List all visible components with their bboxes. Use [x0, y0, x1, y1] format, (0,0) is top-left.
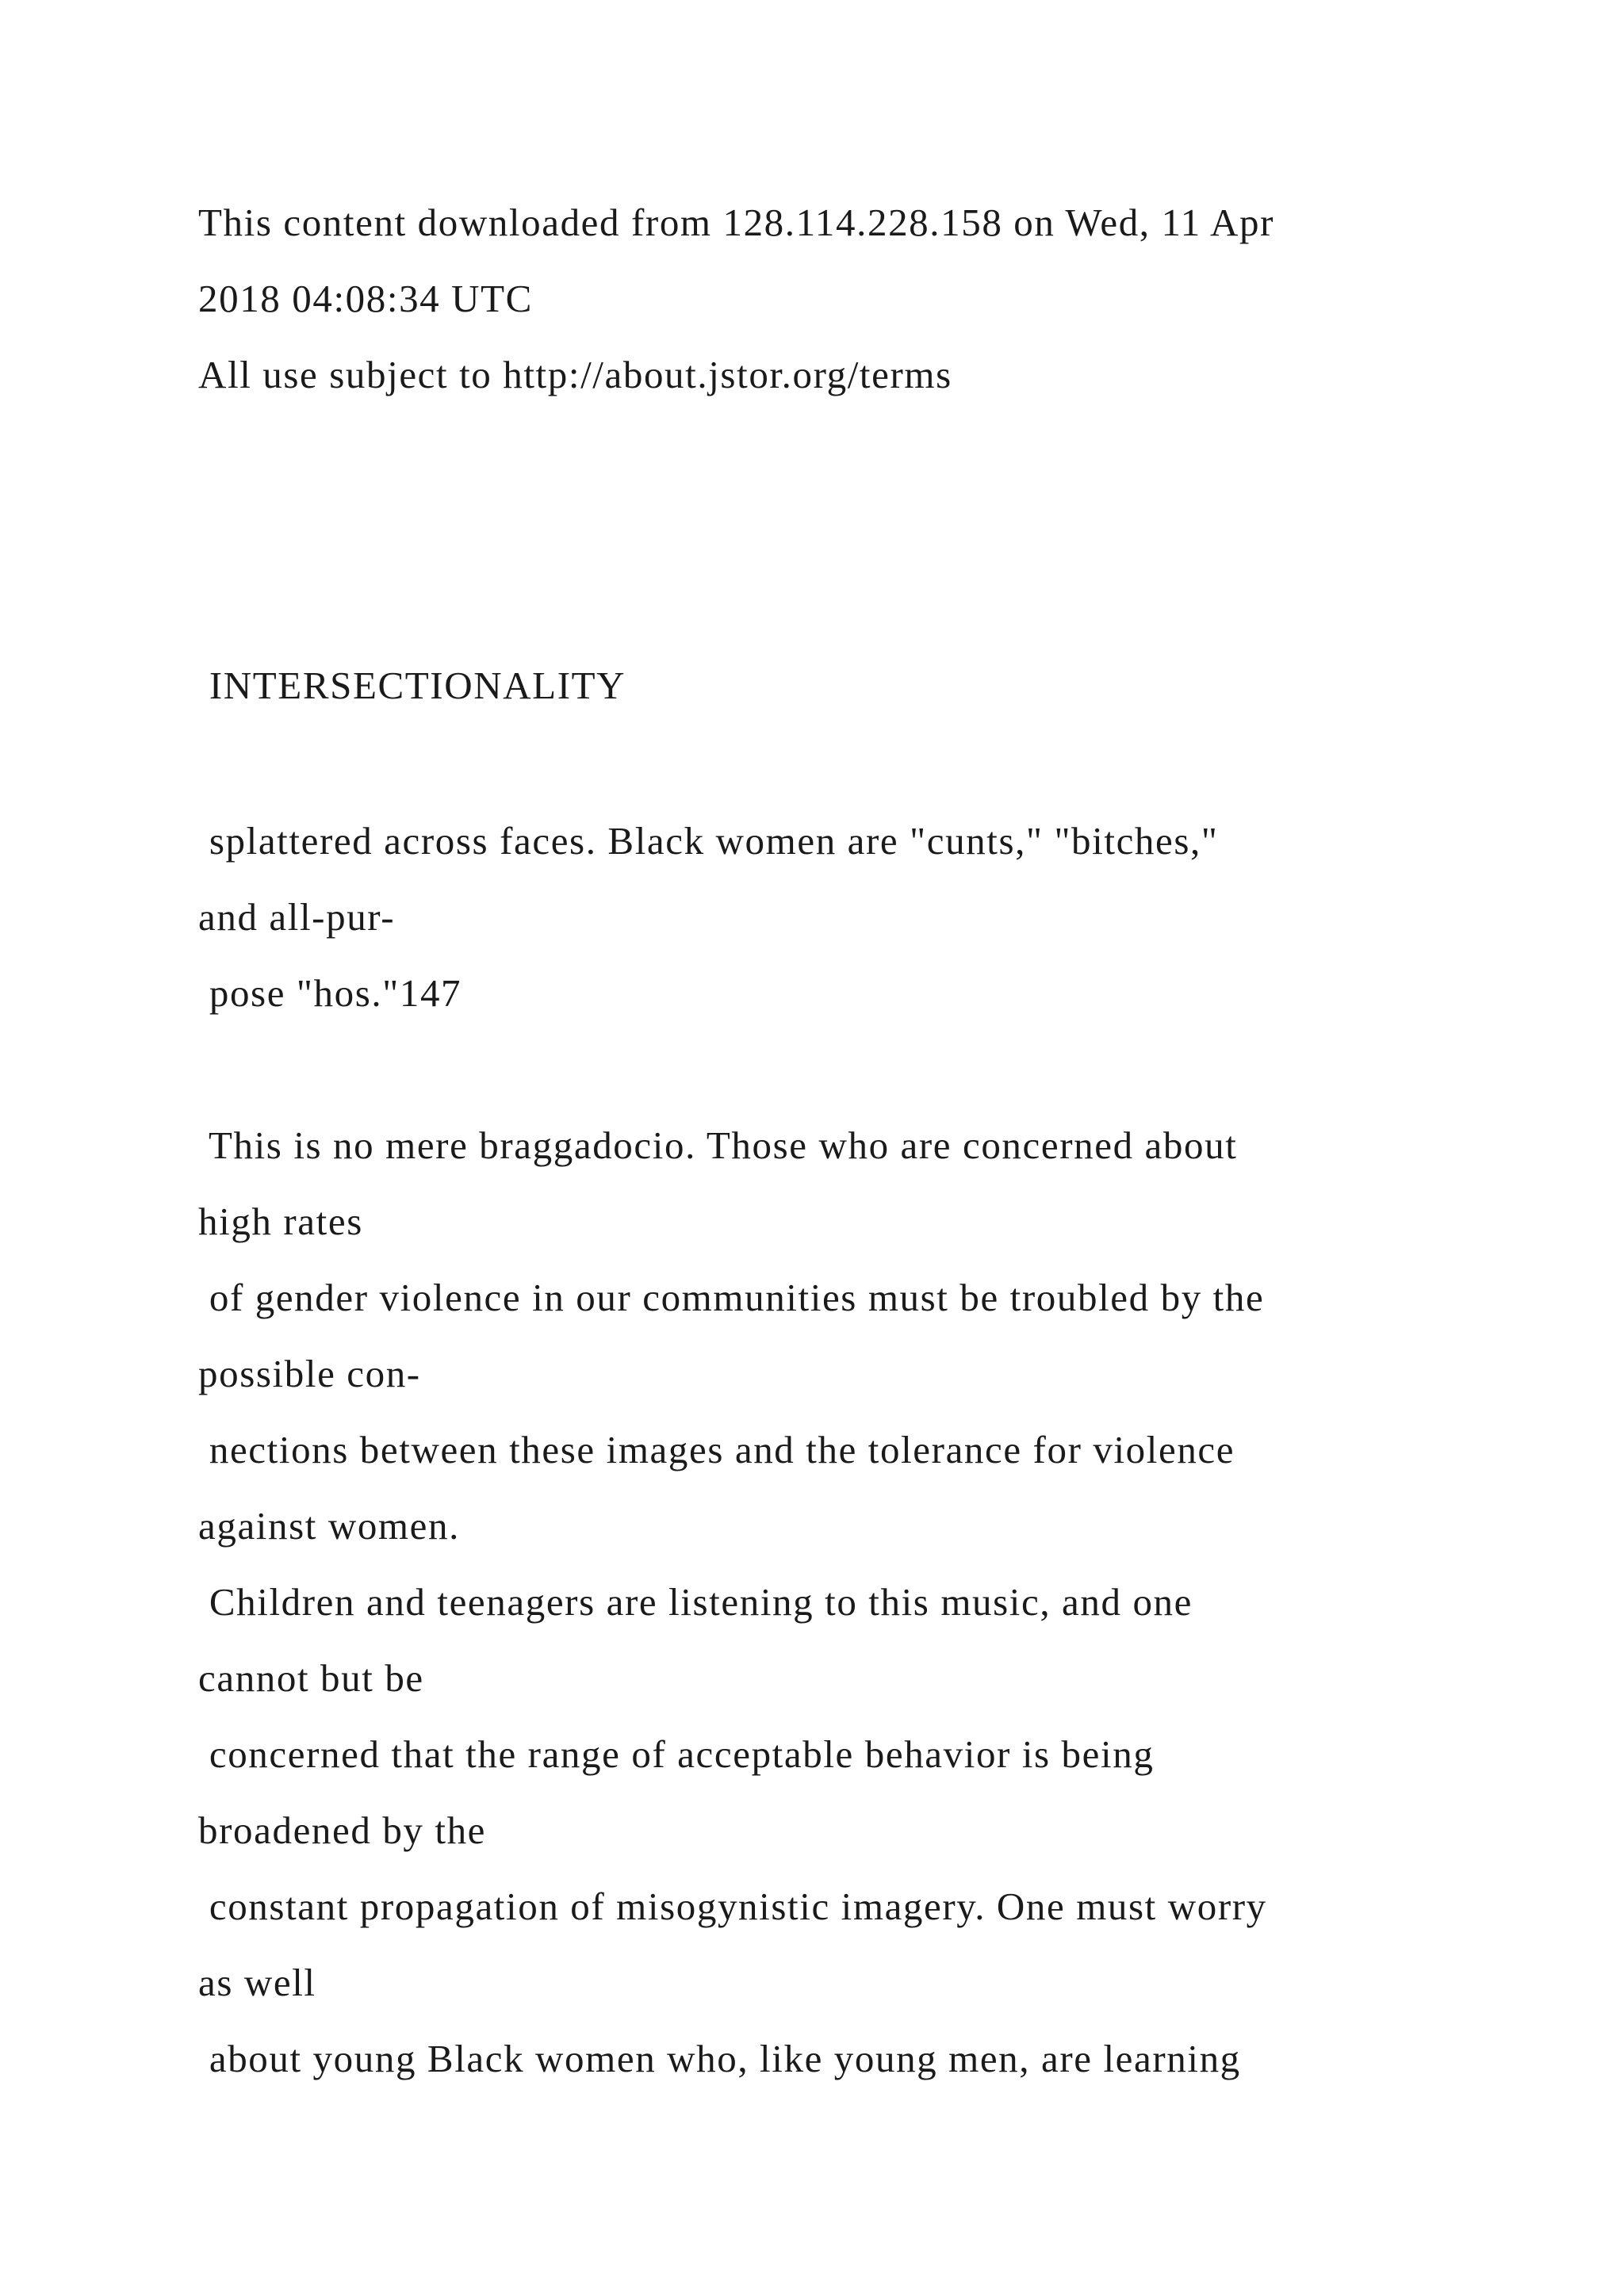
running-head: INTERSECTIONALITY: [198, 664, 626, 707]
body-line: high rates: [198, 1200, 363, 1243]
body-line: about young Black women who, like young men, are learning: [198, 2037, 1241, 2080]
body-line: concerned that the range of acceptable behavior is being: [198, 1732, 1155, 1776]
body-line: cannot but be: [198, 1656, 424, 1700]
body-line: pose "hos."147: [198, 971, 462, 1015]
download-notice-line-1: This content downloaded from 128.114.228.158 on Wed, 11 Apr: [198, 201, 1275, 244]
body-line: broadened by the: [198, 1808, 487, 1852]
body-line: of gender violence in our communities must be troubled by the: [198, 1276, 1265, 1319]
body-line: splattered across faces. Black women are "cunts," "bitches,": [198, 819, 1219, 863]
body-line: nections between these images and the tolerance for violence: [198, 1428, 1235, 1471]
body-line: and all-pur-: [198, 895, 396, 939]
body-line: constant propagation of misogynistic imagery. One must worry: [198, 1885, 1267, 1928]
body-line: as well: [198, 1961, 316, 2004]
terms-notice: All use subject to http://about.jstor.org/terms: [198, 353, 952, 396]
body-line: possible con-: [198, 1352, 421, 1395]
body-line: This is no mere braggadocio. Those who are concerned about: [198, 1123, 1238, 1167]
download-notice-line-2: 2018 04:08:34 UTC: [198, 277, 533, 320]
body-line: against women.: [198, 1504, 460, 1548]
body-line: Children and teenagers are listening to this music, and one: [198, 1580, 1193, 1624]
